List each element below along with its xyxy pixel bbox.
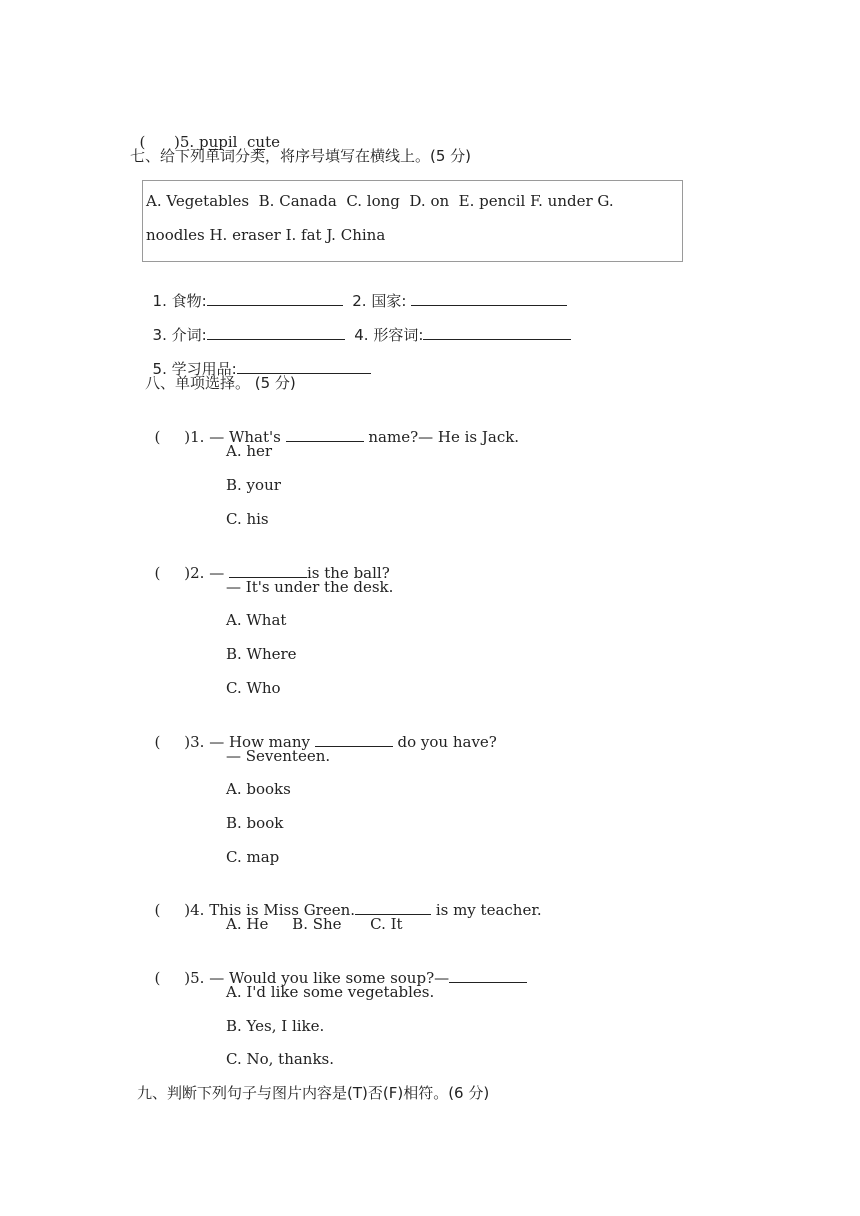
option[interactable]: B. book [226, 814, 284, 832]
section-7-heading: 七、给下列单词分类，将序号填写在横线上。(5 分) [130, 147, 472, 165]
option[interactable]: C. Who [226, 679, 281, 697]
question-stem: is the ball? [306, 564, 390, 582]
option[interactable]: C. No, thanks. [226, 1050, 335, 1068]
question-stem: is my teacher. [431, 901, 542, 919]
answer-paren[interactable]: ( )4. [154, 901, 205, 919]
question-stem: — How many [209, 733, 315, 751]
classify-label-food: 1. 食物: [152, 292, 207, 310]
answer-blank-adjective[interactable] [423, 325, 571, 340]
word-bank-line-1: A. Vegetables B. Canada C. long D. on E. pencil F. under G. [146, 192, 614, 210]
question-reply: — It's under the desk. [226, 578, 394, 596]
word-part: c [246, 133, 256, 151]
answer-blank-stationery[interactable] [237, 359, 371, 374]
answer-blank-preposition[interactable] [207, 325, 345, 340]
answer-blank[interactable] [355, 900, 431, 915]
option[interactable]: A. her [226, 442, 273, 460]
answer-blank-country[interactable] [411, 291, 567, 306]
word-part: pil [218, 133, 238, 151]
answer-blank-food[interactable] [207, 291, 343, 306]
word-part: te [265, 133, 280, 151]
option[interactable]: C. his [226, 510, 269, 528]
classify-label-stationery: 5. 学习用品: [152, 360, 237, 378]
question-stem: do you have? [392, 733, 497, 751]
mc-question-1 [145, 407, 519, 447]
word-bank-line-2: noodles H. eraser I. fat J. China [146, 226, 386, 244]
classify-label-adjective: 4. 形容词: [354, 326, 424, 344]
option[interactable]: B. your [226, 476, 281, 494]
answer-paren[interactable]: ( )2. [154, 564, 205, 582]
question-stem: name?— He is Jack. [363, 428, 520, 446]
question-stem: — Would you like some soup?— [209, 969, 450, 987]
section-8-heading: 八、单项选择。 (5 分) [145, 374, 296, 392]
option[interactable]: C. map [226, 848, 280, 866]
answer-blank[interactable] [286, 427, 364, 442]
option[interactable]: B. Where [226, 645, 297, 663]
answer-paren[interactable]: ( )5. [139, 133, 195, 151]
question-reply: — Seventeen. [226, 747, 331, 765]
word-bank-box [142, 180, 683, 262]
answer-blank[interactable] [229, 563, 307, 578]
underlined-letter: u [255, 133, 266, 151]
answer-paren[interactable]: ( )1. [154, 428, 205, 446]
question-stem: This is Miss Green. [209, 901, 356, 919]
section-9-heading: 九、判断下列句子与图片内容是(T)否(F)相符。(6 分) [137, 1084, 490, 1102]
question-stem: — What's [209, 428, 286, 446]
question-stem: — [209, 564, 229, 582]
answer-paren[interactable]: ( )5. [154, 969, 205, 987]
options-inline[interactable]: A. He B. She C. It [226, 915, 403, 933]
answer-paren[interactable]: ( )3. [154, 733, 205, 751]
classify-label-country: 2. 国家: [352, 292, 412, 310]
answer-blank[interactable] [315, 732, 393, 747]
option[interactable]: B. Yes, I like. [226, 1017, 325, 1035]
option[interactable]: A. I'd like some vegetables. [226, 983, 435, 1001]
underlined-letter: u [208, 133, 219, 151]
classify-label-preposition: 3. 介词: [152, 326, 207, 344]
option[interactable]: A. What [226, 611, 287, 629]
answer-blank[interactable] [449, 968, 527, 983]
option[interactable]: A. books [226, 780, 291, 798]
word-part: p [198, 133, 209, 151]
